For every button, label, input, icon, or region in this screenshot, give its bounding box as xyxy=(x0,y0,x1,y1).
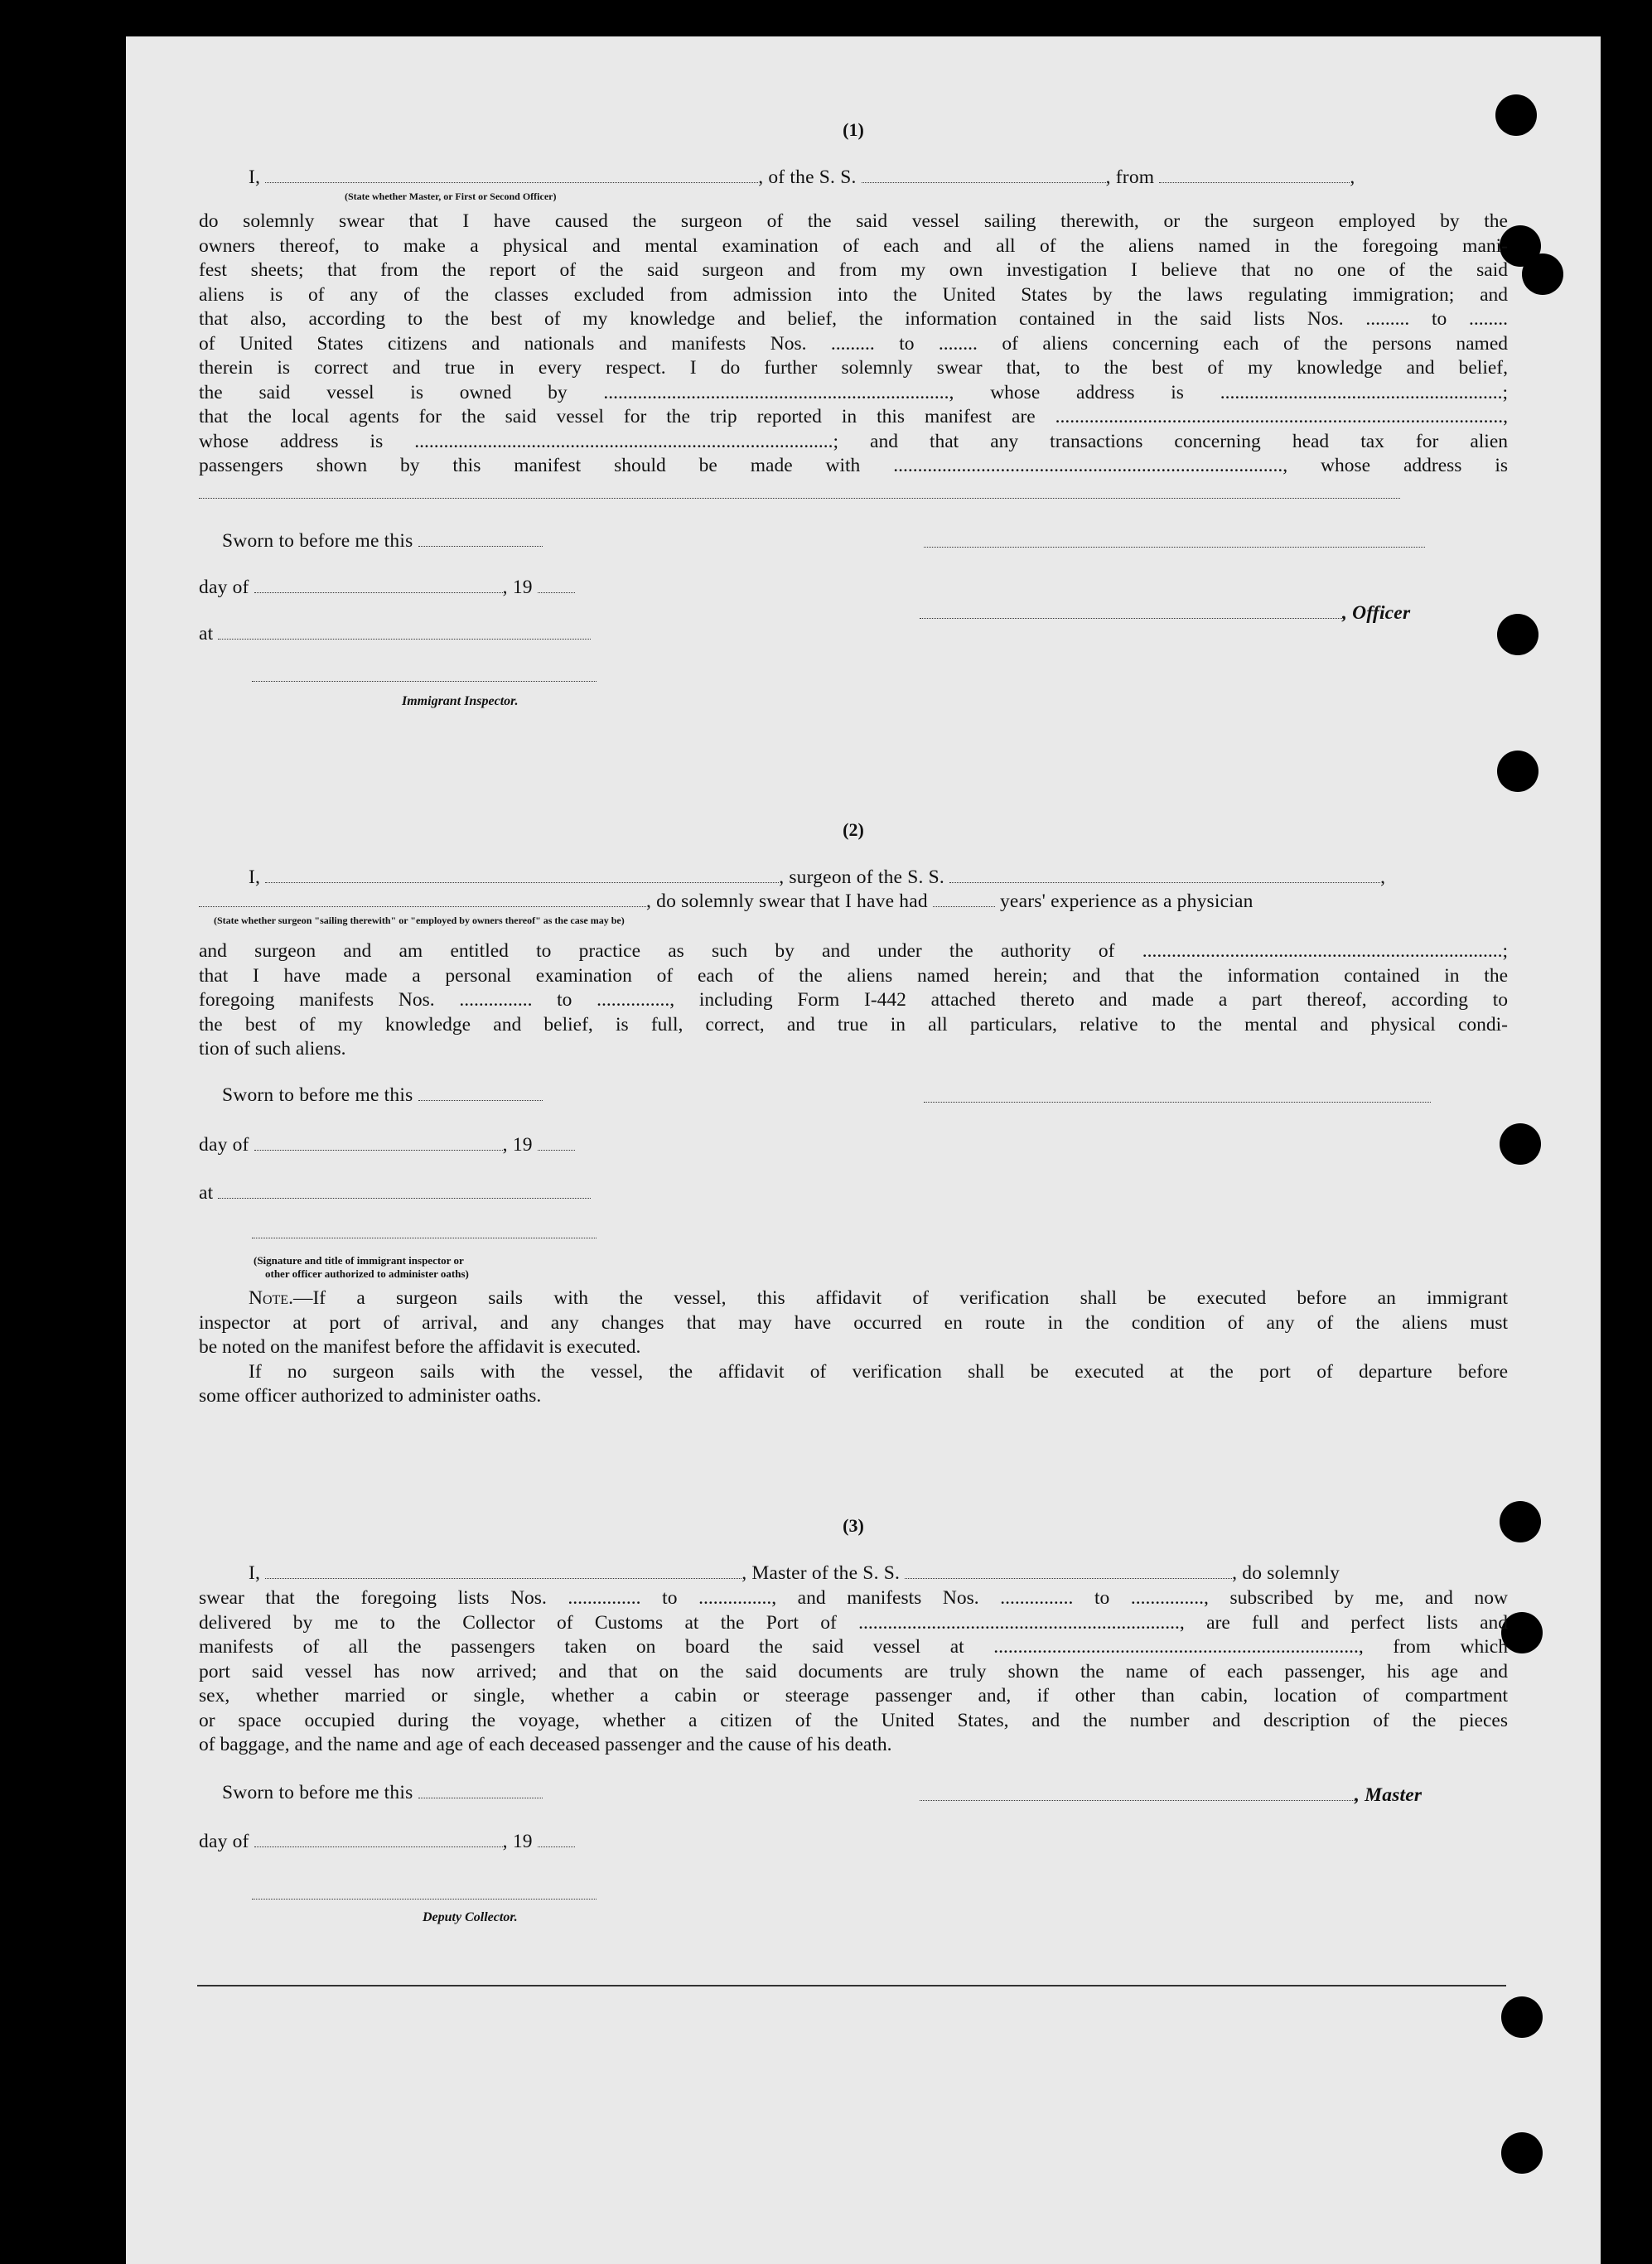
collector-signature-line[interactable] xyxy=(252,1899,597,1900)
master-name-field[interactable] xyxy=(265,1563,741,1579)
binder-hole xyxy=(1522,253,1563,295)
binder-hole xyxy=(1501,1996,1543,2038)
vessel-field[interactable] xyxy=(905,1563,1232,1579)
section-number: (3) xyxy=(843,1515,864,1536)
oath-text: and surgeon and am entitled to practice as such by and under the authority of ..........................................................................; that I have made a personal examination of each of the aliens named herein; and that the information contained in the foregoing manifests Nos. ............... to ..............., including Form I-442 attached thereto and made a part thereof, according to the best of my knowledge and belief, is full, correct, and true in all particulars, relative to the mental and physical condi- tion of such aliens. xyxy=(199,940,1508,1060)
year-field[interactable] xyxy=(538,1832,575,1847)
inspector-title: Immigrant Inspector. xyxy=(402,694,519,708)
vessel-field[interactable] xyxy=(862,167,1106,183)
place-field[interactable] xyxy=(218,624,591,640)
binder-hole xyxy=(1500,1123,1541,1165)
surgeon-type-field[interactable] xyxy=(199,891,646,907)
place-field[interactable] xyxy=(218,1183,591,1199)
officer-name-field[interactable] xyxy=(920,603,1342,619)
year-field[interactable] xyxy=(538,577,575,593)
signature-note: other officer authorized to administer oaths) xyxy=(265,1267,469,1280)
address-field[interactable] xyxy=(199,498,1400,499)
day-field[interactable] xyxy=(254,1135,503,1151)
surgeon-signature-line[interactable] xyxy=(924,1102,1431,1103)
section-number: (2) xyxy=(843,819,864,840)
year-field[interactable] xyxy=(538,1135,575,1151)
inspector-signature-line[interactable] xyxy=(252,681,597,682)
field-note: (State whether Master, or First or Second Officer) xyxy=(345,191,557,202)
from-field[interactable] xyxy=(1159,167,1350,183)
sworn-day-field[interactable] xyxy=(418,531,543,547)
signature-note: (Signature and title of immigrant inspector or xyxy=(254,1254,464,1267)
master-signature-field[interactable] xyxy=(920,1785,1355,1801)
surgeon-name-field[interactable] xyxy=(265,867,779,883)
manifest-form-page: (1) I, , of the S. S. , from , (State whether Master, or First or Second Officer) do solemnly swear that I have caused the surgeon of the said vessel sailing therewith, or the surgeon employed by the owners thereof, to make a physical and mental examination of each and all of the aliens named in the foregoing mani- fest sheets; that from the report of the said surgeon and from my own investigation I believe that no one of the said aliens is of any of the classes excluded from admission into the United States by the laws regulating immigration; and that also, according to the best of my knowledge and belief, the information contained in the said lists Nos. ......... to ........ of United States citizens and nationals and manifests Nos. ......... to ........ of aliens concerning each of the persons named therein is correct and true in every respect. I do further solemnly swear that, to the best of my knowledge and belief, the said vessel is owned by ......................................................................., whose address is ..........................................................; that the local agents for the said vessel for the trip reported in this manifest are ............................................................................................, whose address is ......................................................................................; and that any transactions concerning head tax for alien passengers shown by this manifest should be made with ................................................................................, whose address is Sworn to before me this day of , 19 , Officer at Immigrant Inspector. (2) I, , surgeon of the S. S. , , do solemnly swear that I have had years' experience as a physician (State whether surgeon "sailing therewith" or "employed by owners thereof" as the case may be) and surgeon and am entitled to practice as such by and under the authority of ..........................................................................; that I have made a personal examination of each of the aliens named herein; and that the information contained in the foregoing manifests Nos. ............... to ..............., including Form I-442 attached thereto and made a part thereof, according to the best of my knowledge and belief, is full, correct, and true in all particulars, relative to the mental and physical condi- tion of such aliens. Sworn to before me this day of , 19 at (Signature and title of immigrant inspector or other officer authorized to administer oaths) Note.—If a surgeon sails with the vessel, this affidavit of verification shall be executed before an immigrant inspector at port of arrival, and any changes that may have occurred en route in the condition of any of the aliens must be noted on the manifest before the affidavit is executed. If no surgeon sails with the vessel, the affidavit of verification shall be executed at the port of departure before some officer authorized to administer oaths. (3) I, , Master of the S. S. , do solemnly swear that the foregoing lists Nos. ............... to ..............., and manifests Nos. ............... to ..............., subscribed by me, and now delivered by me to the Collector of Customs at the Port of .................................................................., are full and perfect lists and manifests of all the passengers taken on board the said vessel at ..........................................................................., from which port said vessel has now arrived; and that on the said documents are truly shown the name of each passenger, his age and sex, whether married or single, whether a cabin or steerage passenger and, if other than cabin, location of compartment or space occupied during the voyage, whether a citizen of the United States, and the number and description of the pieces of baggage, and the name and age of each deceased passenger and the cause of his death. Sworn to before me this , Master day of , 19 Deputy Collector. xyxy=(126,36,1601,2264)
officer-field[interactable] xyxy=(265,167,758,183)
note-block: Note.—If a surgeon sails with the vessel, this affidavit of verification shall be executed before an immigrant inspector at port of arrival, and any changes that may have occurred en route in the condition of any of the aliens must be noted on the manifest before the affidavit is executed. If no surgeon sails with the vessel, the affidavit of verification shall be executed at the port of departure before some officer authorized to administer oaths. xyxy=(199,1287,1508,1407)
bottom-rule xyxy=(197,1985,1506,1986)
binder-hole xyxy=(1501,2132,1543,2174)
collector-title: Deputy Collector. xyxy=(423,1910,518,1924)
day-field[interactable] xyxy=(254,1832,503,1847)
oath-line: I, , of the S. S. , from , xyxy=(249,167,1355,188)
oath-text: do solemnly swear that I have caused the surgeon of the said vessel sailing therewith, or the surgeon employed by the owners thereof, to make a physical and mental examination of each and all of the aliens named in the foregoing mani- fest sheets; that from the report of the said surgeon and from my own investigation I believe that no one of the said aliens is of any of the classes excluded from admission into the United States by the laws regulating immigration; and that also, according to the best of my knowledge and belief, the information contained in the said lists Nos. ......... to ........ of United States citizens and nationals and manifests Nos. ......... to ........ of aliens concerning each of the persons named therein is correct and true in every respect. I do further solemnly swear that, to the best of my knowledge and belief, the said vessel is owned by ......................................................................., whose address is ..........................................................; that the local agents for the said vessel for the trip reported in this manifest are ............................................................................................, whose address is ......................................................................................; and that any transactions concerning head tax for alien passengers shown by this manifest should be made with ................................................................................, whose address is xyxy=(199,210,1508,476)
years-field[interactable] xyxy=(933,891,995,907)
section-number: (1) xyxy=(843,119,864,140)
oath-text: swear that the foregoing lists Nos. ............... to ..............., and manifests Nos. ............... to ..............., subscribed by me, and now delivered by me to the Collector of Customs at the Port of .................................................................., are full and perfect lists and manifests of all the passengers taken on board the said vessel at ..........................................................................., from which port said vessel has now arrived; and that on the said documents are truly shown the name of each passenger, his age and sex, whether married or single, whether a cabin or steerage passenger and, if other than cabin, location of compartment or space occupied during the voyage, whether a citizen of the United States, and the number and description of the pieces of baggage, and the name and age of each deceased passenger and the cause of his death. xyxy=(199,1587,1508,1755)
day-field[interactable] xyxy=(254,577,503,593)
binder-hole xyxy=(1497,751,1538,792)
binder-hole xyxy=(1497,614,1538,655)
vessel-field[interactable] xyxy=(949,867,1380,883)
sworn-day-field[interactable] xyxy=(418,1783,543,1798)
sworn-day-field[interactable] xyxy=(418,1085,543,1101)
field-note: (State whether surgeon "sailing therewith" or "employed by owners thereof" as the case may be) xyxy=(214,915,625,926)
officer-signature-line[interactable] xyxy=(924,547,1425,548)
